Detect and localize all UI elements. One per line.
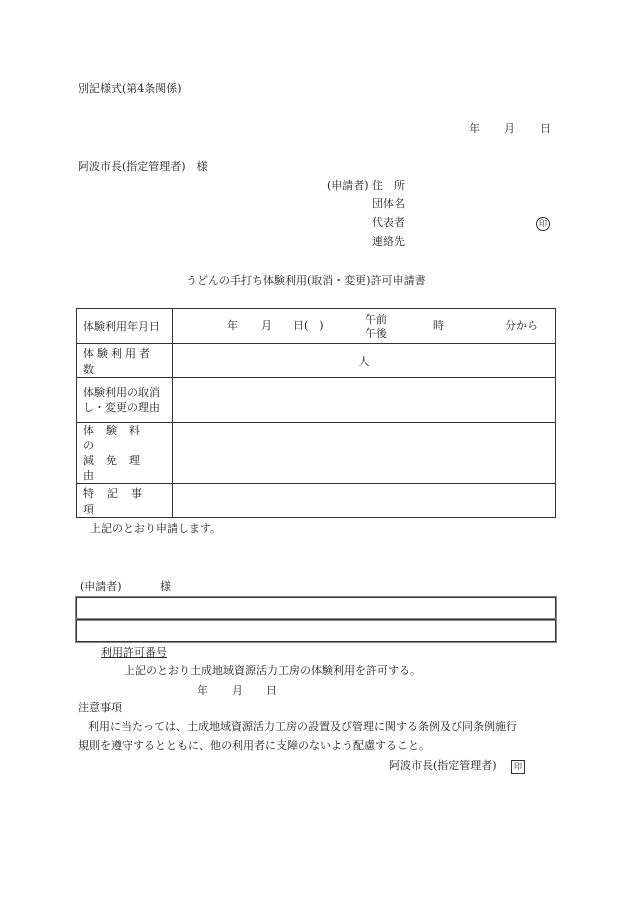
applicant-sign-field-2[interactable] (76, 619, 556, 642)
document-title: うどんの手打ち体験利用(取消・変更)許可申請書 (186, 274, 426, 287)
addressee: 阿波市長(指定管理者) 様 (78, 160, 208, 173)
row-cancel-reason (77, 378, 556, 423)
date-day-label: 日 (540, 122, 551, 135)
permit-year: 年 (197, 684, 208, 697)
footer-signer: 阿波市長(指定管理者) (389, 759, 497, 772)
address-label: 住 所 (372, 179, 405, 192)
am-label: 午前 (365, 313, 387, 326)
cancel-reason-label: 体験利用の取消 し・変更の理由 (77, 378, 173, 423)
applicant-sign-field-1[interactable] (76, 597, 556, 620)
row-special-notes (77, 484, 556, 518)
applicant-sign-honorific: 様 (160, 580, 171, 593)
usage-month: 月 (261, 319, 272, 332)
special-notes-label: 特記事項 (77, 484, 173, 518)
am-pm-choice (365, 313, 387, 341)
application-statement: 上記のとおり申請します。 (90, 522, 222, 535)
row-fee-reduction (77, 423, 556, 484)
usage-minute: 分から (505, 319, 538, 332)
permit-day: 日 (266, 684, 277, 697)
group-name-label: 団体名 (372, 197, 405, 210)
participants-cell[interactable] (173, 344, 556, 378)
seal-mark: 印 (536, 217, 550, 231)
pm-label: 午後 (365, 327, 387, 340)
date-year-label: 年 (469, 122, 480, 135)
permit-month: 月 (232, 684, 243, 697)
applicant-tag: (申請者) (327, 179, 369, 192)
row-usage-date (77, 309, 556, 344)
notes-line-2: 規則を遵守するとともに、他の利用者に支障のないよう配慮すること。 (78, 739, 430, 752)
cancel-reason-cell[interactable] (173, 378, 556, 423)
participants-label: 体験利用者数 (77, 344, 173, 378)
fee-reduction-cell[interactable] (173, 423, 556, 484)
participants-unit: 人 (358, 354, 370, 368)
usage-date-label: 体験利用年月日 (77, 309, 173, 344)
fee-reduction-label: 体験料の 減免理由 (77, 423, 173, 484)
notes-line-1: 利用に当たっては、土成地域資源活力工房の設置及び管理に関する条例及び同条例施行 (88, 720, 517, 733)
date-month-label: 月 (504, 122, 515, 135)
application-table (76, 308, 556, 518)
form-reference: 別記様式(第4条関係) (78, 82, 182, 95)
special-notes-cell[interactable] (173, 484, 556, 518)
notes-heading: 注意事項 (78, 701, 122, 714)
usage-hour: 時 (433, 319, 444, 332)
representative-label: 代表者 (372, 216, 405, 229)
usage-year: 年 (227, 319, 238, 332)
usage-date-cell[interactable] (173, 309, 556, 344)
permit-text: 上記のとおり土成地域資源活力工房の体験利用を許可する。 (124, 664, 421, 677)
contact-label: 連絡先 (372, 235, 405, 248)
footer-seal-mark: 印 (511, 760, 525, 774)
applicant-sign-tag: (申請者) (80, 580, 122, 593)
row-participants (77, 344, 556, 378)
usage-day: 日( ) (293, 319, 324, 332)
permit-number-label: 利用許可番号 (101, 646, 167, 659)
